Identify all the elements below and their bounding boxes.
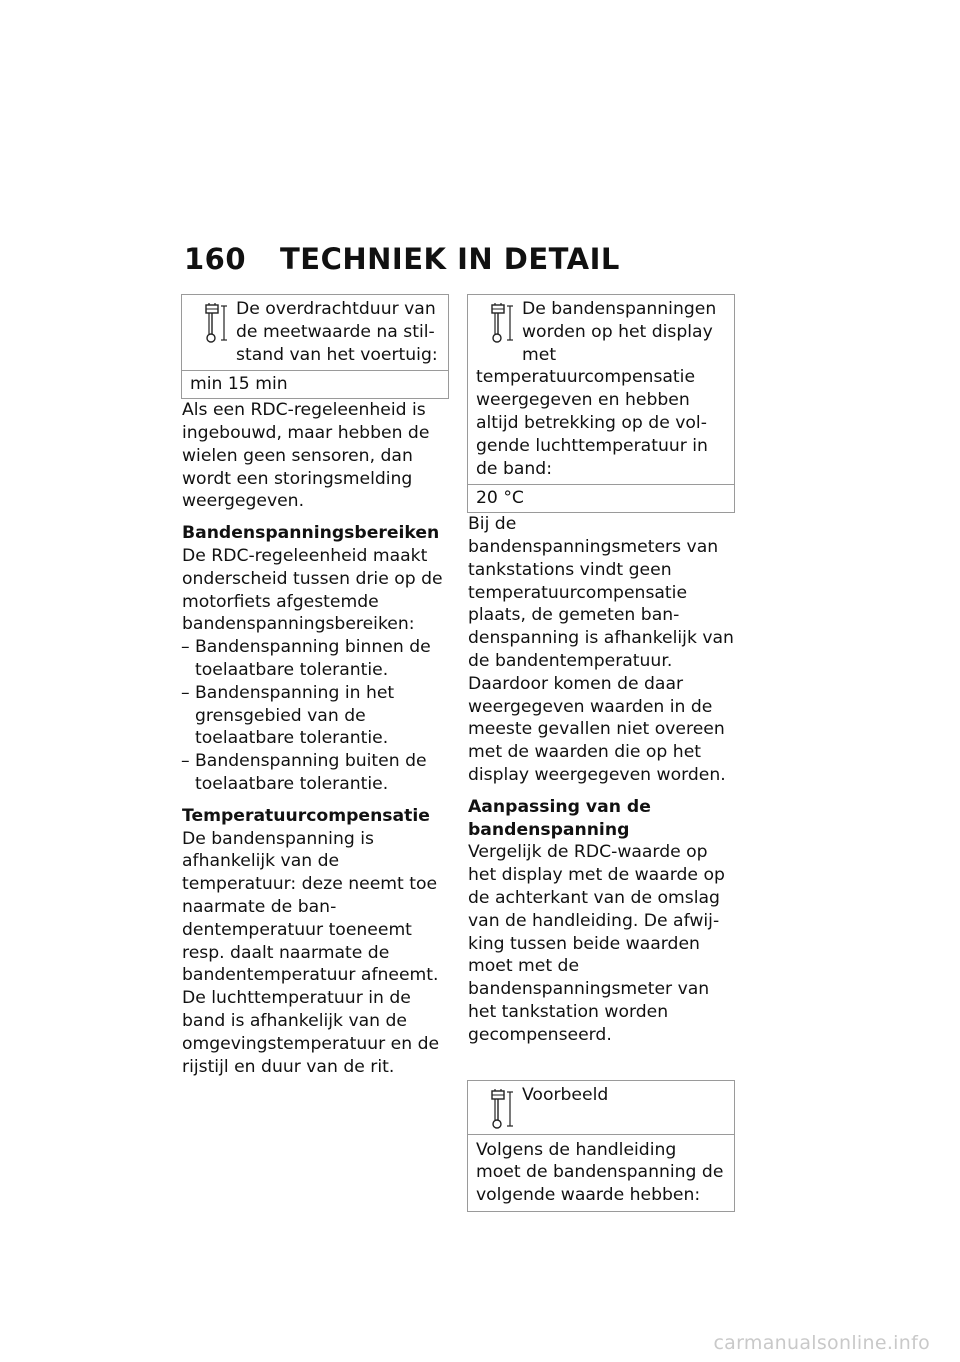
spec-box-text: De overdrachtduur van de meetwaarde na stilstand van het voertuig: — [236, 299, 438, 365]
paragraph: Als een RDC-regeleenheid is ingebouwd, maar hebben de wielen geen sensoren, dan wordt een storingsmelding weergegeven. — [182, 400, 430, 512]
paragraph: Vergelijk de RDC-waarde op het display met de waarde op de achterkant van de omslag van de handleiding. De afwijking tussen beide waarden moet met de bandenspanningsmeter van het tankstation worden gecompenseerd. — [468, 842, 725, 1045]
motorcycle-spec-icon — [482, 300, 516, 346]
page-header — [184, 242, 620, 276]
example-box — [467, 1080, 735, 1212]
list-item: – Bandenspanning binnen de toelaatbare tolerantie. — [181, 636, 449, 682]
paragraph: Bij de bandenspanningsmeters van tankstations vindt geen temperatuurcompensatie plaats, de gemeten bandenspanning is afhankelijk van de bandentemperatuur. Daardoor komen de daar weergegeven waarden in de meeste gevallen niet overeen met de waarden die op het display weergegeven worden. — [468, 514, 734, 785]
example-box-text: Volgens de handleiding moet de bandenspanning de volgende waarde hebben: — [468, 1134, 734, 1211]
left-column — [181, 294, 449, 1087]
spec-box — [467, 294, 735, 513]
paragraph: De RDC-regeleenheid maakt onderscheid tussen drie op de motorfiets afgestemde bandenspanningsbereiken: — [182, 545, 443, 635]
list-item: – Bandenspanning in het grensgebied van de toelaatbare tolerantie. — [181, 682, 449, 750]
page-number: 160 — [184, 242, 247, 276]
section-heading: Temperatuurcompensatie — [182, 805, 430, 826]
right-column — [467, 294, 735, 1212]
page-title: TECHNIEK IN DETAIL — [280, 242, 620, 276]
spec-box — [181, 294, 449, 399]
watermark: carmanualsonline.info — [713, 1332, 930, 1354]
section-heading: Aanpassing van de bandenspanning — [468, 796, 651, 840]
spec-box-value: 20 °C — [468, 484, 734, 512]
spec-box-text: De bandenspanningen worden op het display met temperatuurcompensatie weergegeven en hebben altijd betrekking op de volgende luchttemperatuur in de band: — [476, 299, 717, 479]
pressure-range-list — [181, 636, 449, 796]
motorcycle-spec-icon — [482, 1086, 516, 1132]
motorcycle-spec-icon — [196, 300, 230, 346]
spec-box-header — [182, 295, 448, 370]
paragraph: De bandenspanning is afhankelijk van de temperatuur: deze neemt toe naarmate de bandentemperatuur toeneemt resp. daalt naarmate de bandentemperatuur afneemt. De luchttemperatuur in de band is afhankelijk van de omgevingstemperatuur en de rijstijl en duur van de rit. — [182, 828, 440, 1077]
spec-box-value: min 15 min — [182, 370, 448, 398]
list-item: – Bandenspanning buiten de toelaatbare tolerantie. — [181, 750, 449, 796]
section-heading: Bandenspanningsbereiken — [182, 523, 440, 544]
example-box-title: Voorbeeld — [522, 1084, 609, 1105]
example-box-header — [468, 1081, 734, 1134]
spec-box-header — [468, 295, 734, 484]
